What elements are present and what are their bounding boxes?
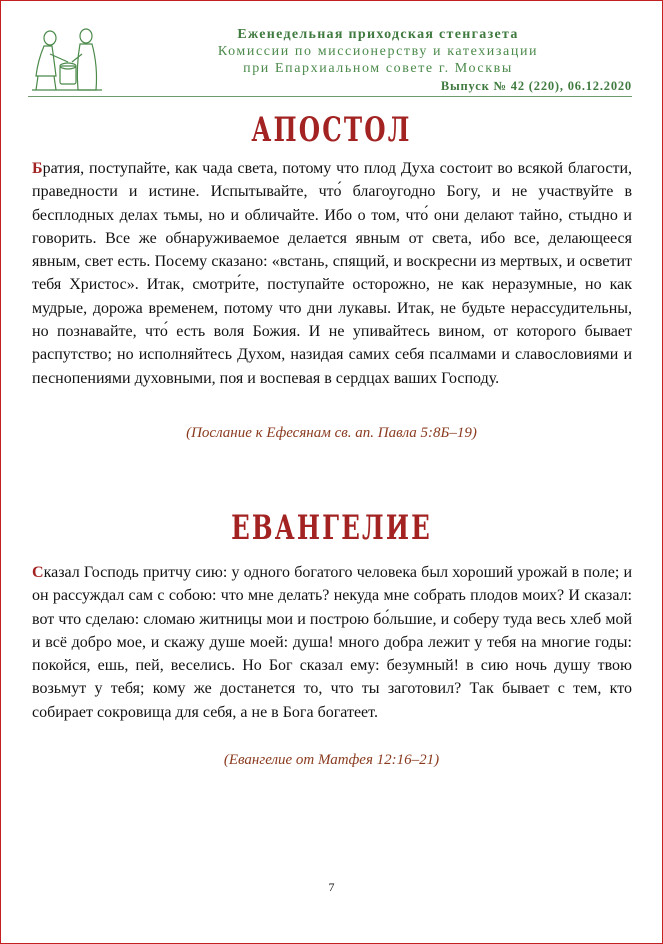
logo-icon bbox=[28, 26, 106, 94]
apostle-initial: Б bbox=[32, 160, 43, 177]
gospel-title: ЕВАНГЕЛИЕ bbox=[231, 508, 432, 548]
apostle-source: (Послание к Ефесянам св. ап. Павла 5:8Б–19) bbox=[186, 425, 477, 441]
apostle-text: ратия, поступайте, как чада света, потому что плод Духа состоит во всякой благости, праведности и истине. Испытывайте, что́ благоугодно Богу, и не участвуйте в бесплодных делах тьмы, но и обличайте. Ибо о том, что́ они делают тайно, стыдно и говорить. Все же обнаруживаемое делается явным от света, ибо все, делающееся явным, свет есть. Посему сказано: «встань, спящий, и воскресни из мертвых, и осветит тебя Христос». Итак, смотри́те, поступайте осторожно, не как неразумные, но как мудрые, дорожа временем, потому что дни лукавы. Итак, не будьте нерассудительны, но познавайте, что́ есть воля Божия. И не упивайтесь вином, от которого бывает распутство; но исполняйтесь Духом, назидая самих себя псалмами и славословиями и песнопениями духовными, поя и воспевая в сердцах ваших Господу. bbox=[32, 160, 632, 387]
gospel-text: казал Господь притчу сию: у одного богатого человека был хороший урожай в поле; и он рассуждал сам с собою: что мне делать? некуда мне собрать плодов моих? И сказал: вот что сделаю: сломаю житницы мои и построю бо́льшие, и соберу туда весь хлеб мой и всё добро мое, и скажу душе моей: душа! много добра лежит у тебя на многие годы: покойся, ешь, пей, веселись. Но Бог сказал ему: безумный! в сию ночь душу твою возьмут у тебя; кому же достанется то, что ты заготовил? Так бывает с тем, кто собирает сокровища для себя, а не в Бога богатеет. bbox=[32, 564, 632, 721]
newspaper-header bbox=[28, 26, 632, 96]
issue-info: Выпуск № 42 (220), 06.12.2020 bbox=[440, 79, 632, 93]
gospel-reading bbox=[32, 561, 632, 724]
apostle-title: АПОСТОЛ bbox=[251, 110, 412, 150]
gospel-initial: С bbox=[32, 564, 44, 581]
council-name: при Епархиальном совете г. Москвы bbox=[243, 61, 513, 76]
page-number: 7 bbox=[328, 880, 335, 894]
gospel-source: (Евангелие от Матфея 12:16–21) bbox=[223, 752, 440, 768]
newspaper-name: Еженедельная приходская стенгазета bbox=[237, 27, 519, 42]
apostle-reading bbox=[32, 157, 632, 390]
header-divider bbox=[28, 96, 632, 97]
commission-name: Комиссии по миссионерству и катехизации bbox=[217, 44, 539, 59]
